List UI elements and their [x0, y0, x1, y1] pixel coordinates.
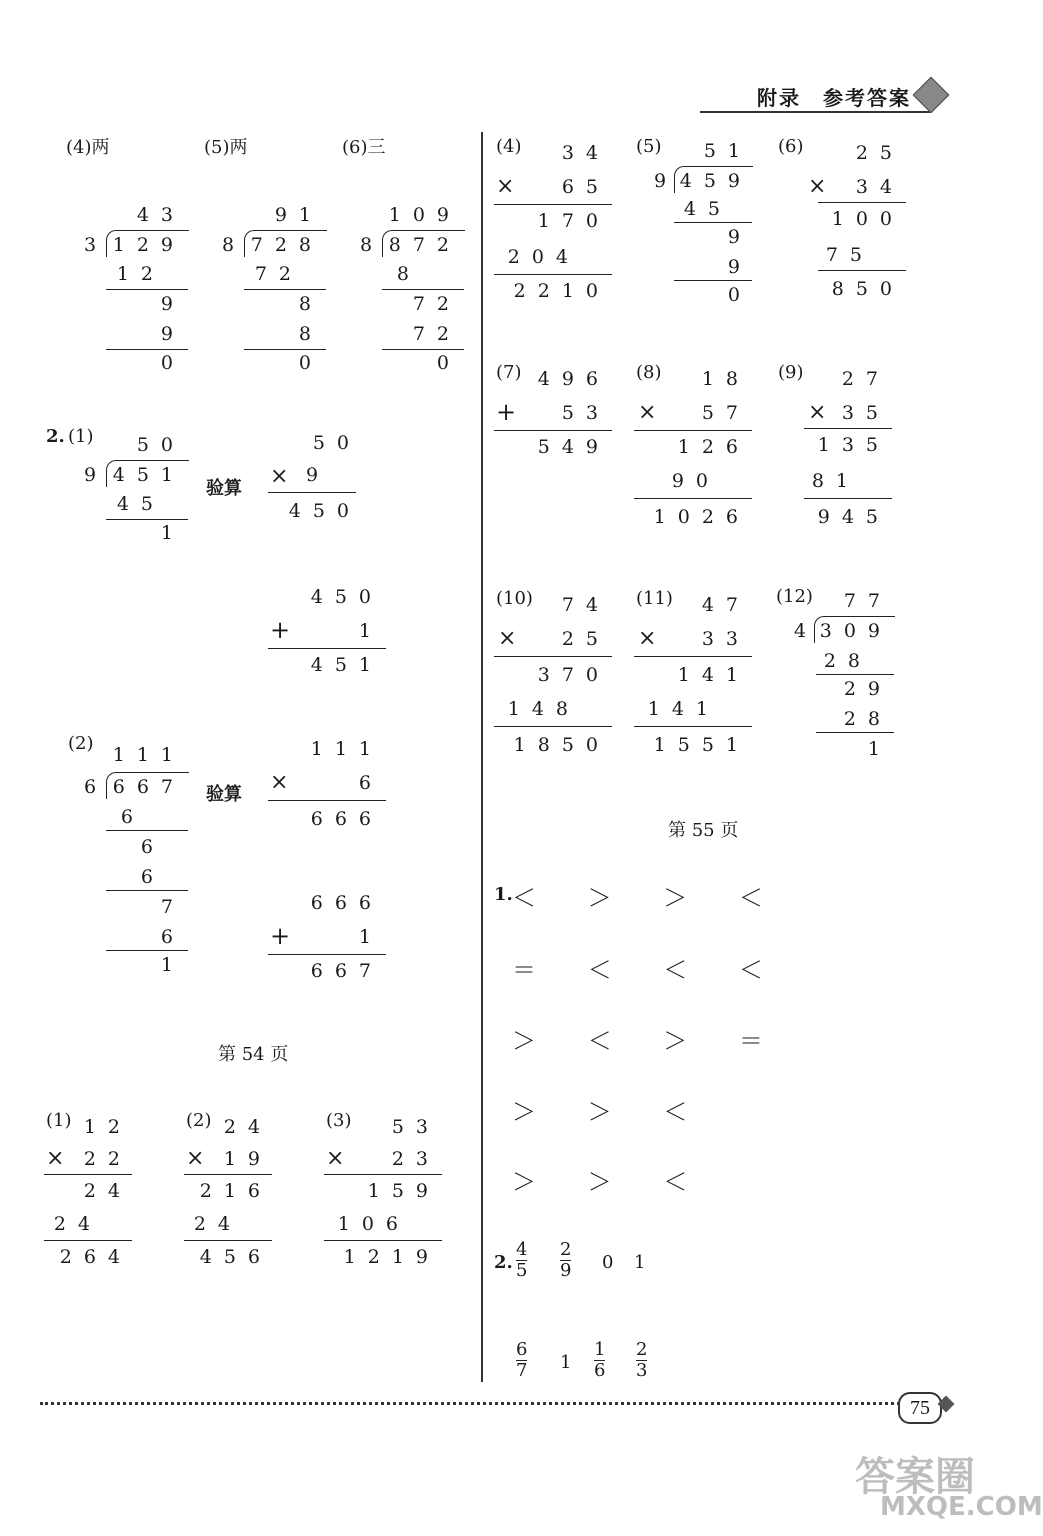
fraction-2-3	[636, 1340, 647, 1381]
operand-b: 34	[855, 176, 904, 198]
partial-1: 159	[367, 1180, 440, 1202]
subtract-1: 8	[396, 263, 421, 285]
quotient: 50	[136, 434, 185, 456]
item-label: (3)	[326, 1110, 352, 1131]
quotient: 91	[274, 204, 323, 226]
multiply-sign: ×	[270, 770, 301, 795]
multiply-sign: ×	[326, 1146, 357, 1171]
multiply-sign: ×	[638, 400, 669, 425]
result: 2210	[513, 280, 610, 302]
divisor: 8	[360, 234, 385, 256]
operand-b: 22	[83, 1148, 132, 1170]
rule	[44, 1240, 132, 1241]
operand-b: 53	[561, 402, 610, 424]
long-division-1	[80, 200, 190, 380]
rule	[268, 800, 386, 801]
item-label: (2)	[186, 1110, 212, 1131]
subtract-2: 8	[298, 323, 323, 345]
diamond-icon	[913, 77, 950, 114]
item-label: (5)	[636, 136, 662, 157]
rule	[494, 656, 612, 657]
rule	[106, 349, 188, 350]
header-rule	[700, 111, 930, 113]
multiply-sign: ×	[808, 174, 839, 199]
subtract-2: 9	[160, 323, 185, 345]
divisor: 3	[84, 234, 109, 256]
operand-b: 1	[358, 620, 383, 642]
rule	[494, 274, 612, 275]
operand-a: 12	[83, 1116, 132, 1138]
fraction-4-5	[516, 1240, 527, 1281]
rule	[106, 830, 188, 831]
verify-mul-1	[266, 428, 366, 528]
rule	[494, 430, 612, 431]
operand-a: 50	[312, 432, 361, 454]
rule	[674, 280, 752, 281]
q-label-6: (6)三	[342, 137, 386, 158]
long-division-r5	[636, 136, 756, 306]
comparison-row-4: ＞ ＞ ＜	[512, 1098, 710, 1126]
operand-a: 18	[701, 368, 750, 390]
partial-2: 141	[647, 698, 720, 720]
rule	[634, 430, 752, 431]
long-division-r12	[776, 586, 896, 766]
denominator: 5	[516, 1260, 528, 1281]
answer-one-row2: 1	[560, 1352, 572, 1373]
q1-label: 1.	[494, 884, 513, 905]
result: 1026	[653, 506, 750, 528]
subtract-2: 6	[140, 866, 165, 888]
denominator: 7	[516, 1360, 528, 1381]
divisor: 9	[84, 464, 109, 486]
verify-mul-2	[266, 734, 388, 834]
operand-a: 53	[391, 1116, 440, 1138]
subtract-1: 72	[254, 263, 303, 285]
rule	[244, 289, 326, 290]
comparison-row-1: ＜ ＞ ＞ ＜	[512, 884, 785, 912]
partial-1: 24	[83, 1180, 132, 1202]
long-division-p2	[80, 742, 190, 982]
item-label: (10)	[496, 588, 533, 609]
operand-b: 23	[391, 1148, 440, 1170]
partial-2: 24	[53, 1213, 102, 1235]
divisor: 9	[654, 170, 679, 192]
remainder-1: 8	[298, 293, 323, 315]
q-label-5: (5)两	[204, 137, 248, 158]
plus-sign: +	[270, 616, 303, 644]
subtract-2: 72	[412, 323, 461, 345]
subtract-1: 6	[120, 806, 145, 828]
operand-a: 27	[841, 368, 890, 390]
subtract-3: 6	[160, 926, 185, 948]
multiplication-r8	[634, 362, 754, 532]
operand-a: 24	[223, 1116, 272, 1138]
dividend: 129	[112, 234, 185, 256]
result: 1219	[343, 1246, 440, 1268]
partial-2: 106	[337, 1213, 410, 1235]
divisor: 8	[222, 234, 247, 256]
remainder-1: 6	[140, 836, 165, 858]
remainder-1: 9	[160, 293, 185, 315]
rule	[494, 726, 612, 727]
partial-1: 170	[537, 210, 610, 232]
partial-2: 90	[671, 470, 720, 492]
operand-b: 1	[358, 926, 383, 948]
page-number: 75	[898, 1392, 942, 1424]
plus-sign: +	[270, 922, 303, 950]
operand-a: 496	[537, 368, 610, 390]
partial-2: 75	[825, 244, 874, 266]
partial-2: 204	[507, 246, 580, 268]
remainder: 1	[867, 738, 892, 760]
multiply-sign: ×	[808, 400, 839, 425]
subtract-1: 28	[823, 650, 872, 672]
result: 456	[199, 1246, 272, 1268]
remainder-1: 72	[412, 293, 461, 315]
operand-a: 666	[310, 892, 383, 914]
dividend: 451	[112, 464, 185, 486]
verify-add-2	[266, 890, 388, 990]
remainder: 1	[160, 954, 185, 976]
rule	[106, 519, 188, 520]
multiplication-54-2	[184, 1108, 276, 1278]
answer-zero: 0	[602, 1252, 614, 1273]
multiplication-r9	[778, 362, 894, 532]
numerator: 1	[594, 1339, 606, 1360]
long-division-2	[218, 200, 328, 380]
remainder: 0	[160, 352, 185, 374]
result: 549	[537, 436, 610, 458]
divisor: 4	[794, 620, 819, 642]
result: 1850	[513, 734, 610, 756]
rule	[268, 648, 386, 649]
verify-add-1	[266, 582, 388, 682]
rule	[674, 222, 752, 223]
multiplication-54-1	[44, 1108, 136, 1278]
rule	[184, 1174, 272, 1175]
numerator: 2	[560, 1239, 572, 1260]
partial-2: 24	[193, 1213, 242, 1235]
section-title-page55: 第 55 页	[668, 820, 739, 841]
denominator: 9	[560, 1260, 572, 1281]
multiplication-r6	[778, 136, 908, 306]
fraction-1-6	[594, 1340, 605, 1381]
item-label: (11)	[636, 588, 673, 609]
partial-2: 81	[811, 470, 860, 492]
subtract-2: 28	[843, 708, 892, 730]
operand-b: 19	[223, 1148, 272, 1170]
fraction-2-9	[560, 1240, 571, 1281]
quotient: 77	[843, 590, 892, 612]
answer-one: 1	[634, 1252, 646, 1273]
p2-label: (2)	[68, 733, 94, 754]
q-label-4: (4)两	[66, 137, 110, 158]
partial-1: 370	[537, 664, 610, 686]
rule	[268, 954, 386, 955]
rule	[818, 202, 906, 203]
operand-a: 111	[310, 738, 383, 760]
quotient: 109	[388, 204, 461, 226]
verify-label-1: 验算	[206, 478, 242, 499]
remainder-2: 7	[160, 896, 185, 918]
partial-1: 216	[199, 1180, 272, 1202]
rule	[634, 726, 752, 727]
operand-b: 9	[306, 464, 331, 486]
multiply-sign: ×	[270, 464, 301, 489]
q2-label: 2.	[46, 426, 65, 447]
rule	[634, 656, 752, 657]
fraction-6-7	[516, 1340, 527, 1381]
remainder: 0	[727, 284, 752, 306]
section-title-page54: 第 54 页	[218, 1044, 289, 1065]
remainder: 1	[160, 522, 185, 544]
column-divider	[481, 132, 483, 1382]
multiply-sign: ×	[638, 626, 669, 651]
operand-a: 34	[561, 142, 610, 164]
rule	[184, 1240, 272, 1241]
rule	[268, 492, 356, 493]
operand-a: 25	[855, 142, 904, 164]
partial-1: 141	[677, 664, 750, 686]
operand-b: 65	[561, 176, 610, 198]
rule	[804, 428, 892, 429]
operand-a: 74	[561, 594, 610, 616]
divisor: 6	[84, 776, 109, 798]
multiply-sign: ×	[498, 626, 529, 651]
subtract-1: 12	[116, 263, 165, 285]
rule	[244, 349, 326, 350]
dividend: 309	[819, 620, 892, 642]
dividend: 872	[388, 234, 461, 256]
rule	[494, 204, 612, 205]
partial-1: 100	[831, 208, 904, 230]
rule	[804, 498, 892, 499]
operand-b: 25	[561, 628, 610, 650]
multiplication-r10	[494, 588, 614, 758]
footer-dotted-rule	[40, 1402, 900, 1405]
subtract-2: 9	[727, 256, 752, 278]
rule	[44, 1174, 132, 1175]
rule	[382, 289, 464, 290]
remainder: 0	[298, 352, 323, 374]
remainder-1: 9	[727, 226, 752, 248]
subtract-1: 45	[116, 493, 165, 515]
item-label: (4)	[496, 136, 522, 157]
quotient: 51	[703, 140, 752, 162]
operand-b: 35	[841, 402, 890, 424]
rule	[106, 950, 188, 951]
rule	[106, 890, 188, 891]
dividend: 459	[679, 170, 752, 192]
plus-sign: +	[496, 398, 529, 426]
result: 667	[310, 960, 383, 982]
long-division-p1	[80, 430, 190, 550]
result: 450	[288, 500, 361, 522]
denominator: 6	[594, 1360, 606, 1381]
watermark-logo-icon: 答案圈	[855, 1454, 975, 1500]
comparison-row-2: ＝ ＜ ＜ ＜	[512, 956, 785, 984]
comparison-row-5: ＞ ＞ ＜	[512, 1168, 710, 1196]
remainder-1: 29	[843, 678, 892, 700]
result: 945	[817, 506, 890, 528]
rule	[816, 732, 894, 733]
rule	[106, 289, 188, 290]
item-label: (6)	[778, 136, 804, 157]
rule	[324, 1240, 442, 1241]
comparison-row-3: ＞ ＜ ＞ ＝	[512, 1027, 785, 1055]
item-label: (9)	[778, 362, 804, 383]
p1-label: (1)	[68, 426, 94, 447]
result: 1551	[653, 734, 750, 756]
watermark-text-icon: MXQE.COM	[880, 1492, 1043, 1522]
dividend: 728	[250, 234, 323, 256]
multiply-sign: ×	[186, 1146, 217, 1171]
subtract-1: 45	[683, 198, 732, 220]
rule	[818, 270, 906, 271]
result: 666	[310, 808, 383, 830]
remainder: 0	[436, 352, 461, 374]
item-label: (12)	[776, 586, 813, 607]
verify-label-2: 验算	[206, 784, 242, 805]
header-title: 附录 参考答案	[757, 86, 911, 110]
result: 264	[59, 1246, 132, 1268]
item-label: (7)	[496, 362, 522, 383]
long-division-3	[356, 200, 466, 380]
operand-a: 47	[701, 594, 750, 616]
denominator: 3	[636, 1360, 648, 1381]
dividend: 667	[112, 776, 185, 798]
q2-label-right: 2.	[494, 1252, 513, 1273]
multiplication-54-3	[324, 1108, 444, 1278]
result: 451	[310, 654, 383, 676]
multiply-sign: ×	[496, 174, 527, 199]
numerator: 2	[636, 1339, 648, 1360]
result: 850	[831, 278, 904, 300]
rule	[816, 674, 894, 675]
multiplication-r4	[494, 136, 614, 306]
numerator: 4	[516, 1239, 528, 1260]
multiplication-r11	[634, 588, 754, 758]
item-label: (1)	[46, 1110, 72, 1131]
rule	[382, 349, 464, 350]
quotient: 111	[112, 744, 185, 766]
rule	[324, 1174, 442, 1175]
addition-r7	[494, 362, 614, 472]
partial-1: 126	[677, 436, 750, 458]
operand-a: 450	[310, 586, 383, 608]
operand-b: 6	[358, 772, 383, 794]
multiply-sign: ×	[46, 1146, 77, 1171]
numerator: 6	[516, 1339, 528, 1360]
operand-b: 57	[701, 402, 750, 424]
partial-1: 135	[817, 434, 890, 456]
item-label: (8)	[636, 362, 662, 383]
quotient: 43	[136, 204, 185, 226]
partial-2: 148	[507, 698, 580, 720]
operand-b: 33	[701, 628, 750, 650]
rule	[634, 498, 752, 499]
